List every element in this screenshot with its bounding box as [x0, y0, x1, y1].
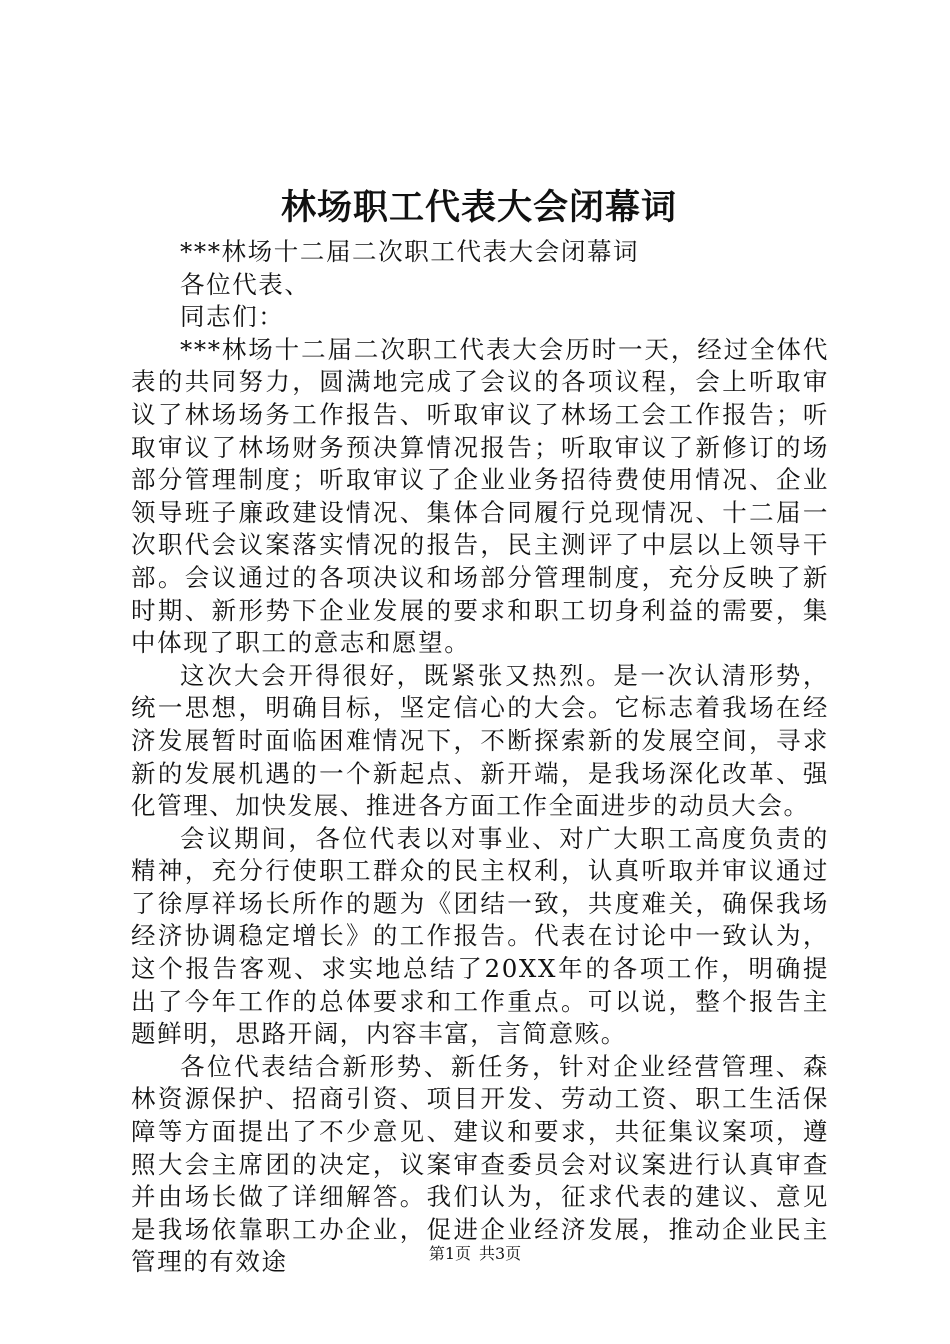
- paragraph-2: 这次大会开得很好，既紧张又热烈。是一次认清形势，统一思想，明确目标，坚定信心的大会。它标志着我场在经济发展暂时面临困难情况下，不断探索新的发展空间，寻求新的发展机遇的一个新起点、新开端，是我场深化改革、强化管理、加快发展、推进各方面工作全面进步的动员大会。: [131, 660, 829, 821]
- document-body: [131, 236, 829, 1279]
- subtitle-line: ***林场十二届二次职工代表大会闭幕词: [180, 237, 640, 266]
- page-total: 共3页: [479, 1244, 522, 1263]
- salutation-line-2: 同志们：: [180, 302, 285, 332]
- document-title: 林场职工代表大会闭幕词: [280, 187, 677, 228]
- page-number: 第1页: [428, 1244, 471, 1263]
- paragraph-4: 各位代表结合新形势、新任务，针对企业经营管理、森林资源保护、招商引资、项目开发、劳动工资、职工生活保障等方面提出了不少意见、建议和要求，共征集议案项，遵照大会主席团的决定，议案审查委员会对议案进行认真审查并由场长做了详细解答。我们认为，征求代表的建议、意见是我场依靠职工办企业，促进企业经济发展，推动企业民主管理的有效途: [131, 1051, 829, 1277]
- paragraph-1: ***林场十二届二次职工代表大会历时一天，经过全体代表的共同努力，圆满地完成了会议的各项议程，会上听取审议了林场场务工作报告、听取审议了林场工会工作报告；听取审议了林场财务预决算情况报告；听取审议了新修订的场部分管理制度；听取审议了企业业务招待费使用情况、企业领导班子廉政建设情况、集体合同履行兑现情况、十二届一次职代会议案落实情况的报告，民主测评了中层以上领导干部。会议通过的各项决议和场部分管理制度，充分反映了新时期、新形势下企业发展的要求和职工切身利益的需要，集中体现了职工的意志和愿望。: [131, 334, 829, 658]
- paragraph-3: 会议期间，各位代表以对事业、对广大职工高度负责的精神，充分行使职工群众的民主权利，认真听取并审议通过了徐厚祥场长所作的题为《团结一致，共度难关，确保我场经济协调稳定增长》的工作报告。代表在讨论中一致认为，这个报告客观、求实地总结了20XX年的各项工作，明确提出了今年工作的总体要求和工作重点。可以说，整个报告主题鲜明，思路开阔，内容丰富，言简意赅。: [131, 823, 829, 1049]
- page-footer: [0, 1242, 950, 1266]
- salutation-line-1: 各位代表、: [180, 269, 311, 299]
